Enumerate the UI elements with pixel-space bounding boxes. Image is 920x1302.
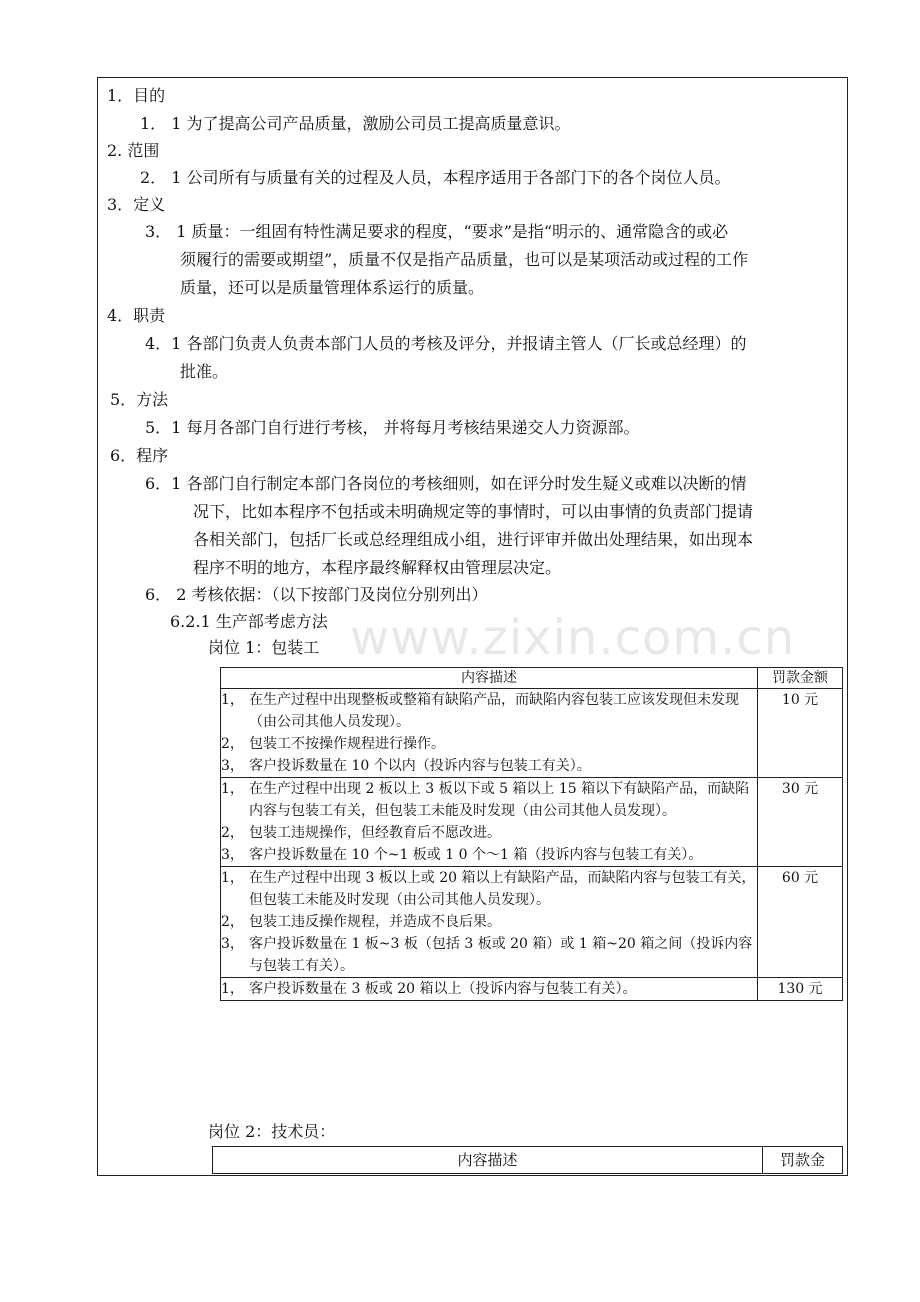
header-amount: 罚款金 <box>763 1147 843 1174</box>
item-number: 2， <box>221 825 244 841</box>
text-line: 1．目的 <box>107 86 166 105</box>
item-text: 在生产过程中出现 2 板以上 3 板以下或 5 箱以上 15 箱以下有缺陷产品，而缺陷内容与包装工有关，但包装工未能及时发现（由公司其他人员发现）。 <box>249 781 750 819</box>
header-amount: 罚款金额 <box>758 668 843 689</box>
list-item <box>221 933 757 977</box>
item-text: 在生产过程中出现整板或整箱有缺陷产品，而缺陷内容包装工应该发现但未发现（由公司其他人员发现）。 <box>249 692 739 730</box>
item-number: 2， <box>221 914 244 930</box>
penalty-table-packer <box>220 667 843 1001</box>
list-item <box>221 689 757 733</box>
text-line: 4．1 各部门负责人负责本部门人员的考核及评分，并报请主管人（厂长或总经理）的 <box>145 334 747 353</box>
text-line: 5．方法 <box>110 390 169 409</box>
item-number: 1， <box>221 781 244 797</box>
watermark: www.zixin.com.cn <box>350 610 796 666</box>
list-item <box>221 778 757 822</box>
list-item <box>221 978 757 1000</box>
amount-cell: 60 元 <box>758 867 843 978</box>
text-line: 岗位 1：包装工 <box>208 638 320 657</box>
item-text: 客户投诉数量在 3 板或 20 箱以上（投诉内容与包装工有关）。 <box>249 981 637 997</box>
table-row <box>221 778 843 867</box>
header-description: 内容描述 <box>213 1147 763 1174</box>
description-cell <box>221 778 758 867</box>
text-line: 6．程序 <box>110 446 169 465</box>
description-cell <box>221 867 758 978</box>
item-text: 客户投诉数量在 10 个~1 板或 1 0 个～1 箱（投诉内容与包装工有关）。 <box>249 847 703 863</box>
text-line: 6.2.1 生产部考虑方法 <box>170 612 328 631</box>
text-line: 质量，还可以是质量管理体系运行的质量。 <box>180 278 485 297</box>
text-line: 须履行的需要或期望”，质量不仅是指产品质量，也可以是某项活动或过程的工作 <box>180 250 749 269</box>
header-description: 内容描述 <box>221 668 758 689</box>
text-line: 4．职责 <box>107 306 166 325</box>
list-item <box>221 733 757 755</box>
amount-cell: 130 元 <box>758 978 843 1001</box>
text-line: 程序不明的地方，本程序最终解释权由管理层决定。 <box>193 558 562 577</box>
item-text: 包装工不按操作规程进行操作。 <box>249 736 445 752</box>
text-line: 6． 2 考核依据：（以下按部门及岗位分别列出） <box>145 585 488 604</box>
item-text: 包装工违规操作，但经教育后不愿改进。 <box>249 825 501 841</box>
text-line: 岗位 2：技术员： <box>208 1122 336 1141</box>
penalty-table-technician <box>212 1146 843 1174</box>
item-number: 1， <box>221 981 244 997</box>
table-row <box>221 689 843 778</box>
item-number: 3， <box>221 936 244 952</box>
item-text: 包装工违反操作规程，并造成不良后果。 <box>249 914 501 930</box>
list-item <box>221 844 757 866</box>
description-cell <box>221 978 758 1001</box>
table-row <box>221 978 843 1001</box>
text-line: 1． 1 为了提高公司产品质量，激励公司员工提高质量意识。 <box>140 114 571 133</box>
list-item <box>221 911 757 933</box>
amount-cell: 10 元 <box>758 689 843 778</box>
text-line: 批准。 <box>180 362 229 381</box>
table-header-row <box>221 668 843 689</box>
item-text: 客户投诉数量在 10 个以内（投诉内容与包装工有关）。 <box>249 758 591 774</box>
table-header-row <box>213 1147 843 1174</box>
item-number: 3， <box>221 758 244 774</box>
text-line: 6．1 各部门自行制定本部门各岗位的考核细则，如在评分时发生疑义或难以决断的情 <box>145 474 747 493</box>
text-line: 5．1 每月各部门自行进行考核， 并将每月考核结果递交人力资源部。 <box>145 418 640 437</box>
item-number: 3， <box>221 847 244 863</box>
item-text: 客户投诉数量在 1 板~3 板（包括 3 板或 20 箱）或 1 箱~20 箱之间（投诉内容与包装工有关）。 <box>249 936 753 974</box>
list-item <box>221 822 757 844</box>
list-item <box>221 867 757 911</box>
description-cell <box>221 689 758 778</box>
text-line: 2． 1 公司所有与质量有关的过程及人员，本程序适用于各部门下的各个岗位人员。 <box>140 168 731 187</box>
item-number: 1， <box>221 692 244 708</box>
text-line: 3． 1 质量：一组固有特性满足要求的程度，“要求”是指“明示的、通常隐含的或必 <box>145 222 729 241</box>
table-row <box>221 867 843 978</box>
amount-cell: 30 元 <box>758 778 843 867</box>
item-number: 2， <box>221 736 244 752</box>
text-line: 3．定义 <box>107 195 166 214</box>
list-item <box>221 755 757 777</box>
text-line: 各相关部门，包括厂长或总经理组成小组，进行评审并做出处理结果，如出现本 <box>193 530 754 549</box>
text-line: 况下，比如本程序不包括或未明确规定等的事情时，可以由事情的负责部门提请 <box>193 502 754 521</box>
text-line: 2. 范围 <box>107 141 160 160</box>
item-number: 1， <box>221 870 244 886</box>
item-text: 在生产过程中出现 3 板以上或 20 箱以上有缺陷产品，而缺陷内容与包装工有关，但包装工未能及时发现（由公司其他人员发现）。 <box>249 870 756 908</box>
